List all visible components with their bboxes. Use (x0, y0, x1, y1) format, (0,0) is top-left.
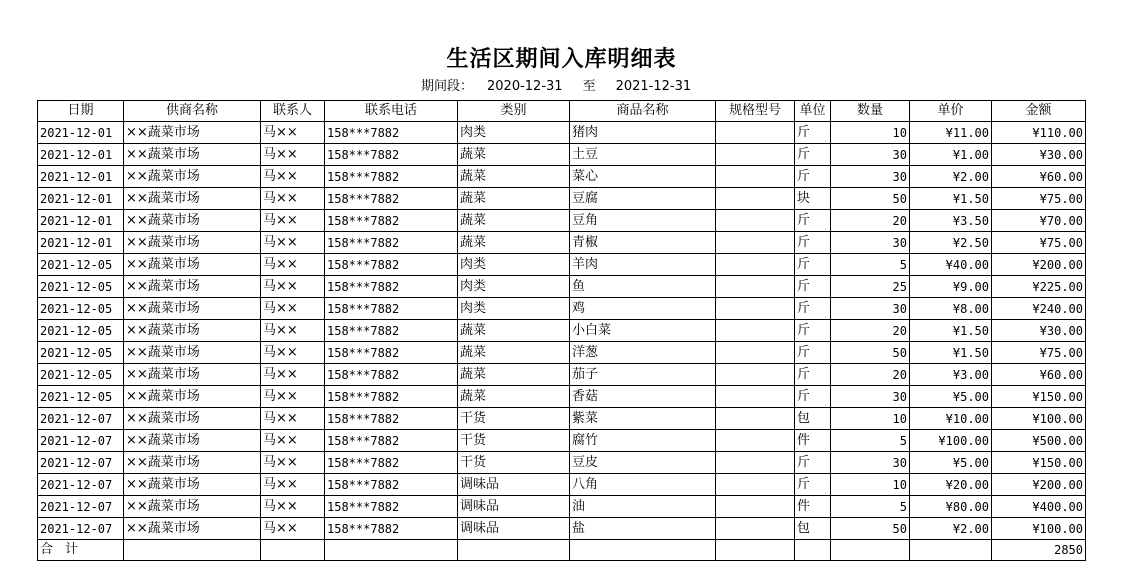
cell-spec (716, 166, 795, 188)
cell-unit-price: ¥5.00 (910, 452, 992, 474)
cell-contact: 马×× (261, 364, 325, 386)
cell-phone: 158***7882 (325, 298, 458, 320)
cell-product: 豆皮 (570, 452, 716, 474)
cell-product: 紫菜 (570, 408, 716, 430)
cell-amount: ¥200.00 (992, 254, 1086, 276)
cell-amount: ¥500.00 (992, 430, 1086, 452)
cell-supplier: ××蔬菜市场 (124, 496, 261, 518)
cell-unit: 包 (795, 518, 831, 540)
cell-supplier: ××蔬菜市场 (124, 364, 261, 386)
cell-amount: ¥200.00 (992, 474, 1086, 496)
cell-product: 羊肉 (570, 254, 716, 276)
cell-date: 2021-12-01 (38, 188, 124, 210)
cell-unit-price: ¥2.50 (910, 232, 992, 254)
cell-quantity: 25 (831, 276, 910, 298)
cell-product: 菜心 (570, 166, 716, 188)
cell-date: 2021-12-05 (38, 386, 124, 408)
cell-unit-price: ¥1.50 (910, 188, 992, 210)
cell-unit-price: ¥2.00 (910, 518, 992, 540)
cell-quantity: 30 (831, 452, 910, 474)
total-cell-empty (325, 540, 458, 561)
cell-contact: 马×× (261, 122, 325, 144)
cell-spec (716, 320, 795, 342)
cell-quantity: 5 (831, 496, 910, 518)
cell-amount: ¥30.00 (992, 320, 1086, 342)
cell-supplier: ××蔬菜市场 (124, 408, 261, 430)
cell-date: 2021-12-01 (38, 232, 124, 254)
cell-unit-price: ¥3.50 (910, 210, 992, 232)
period-range (421, 75, 691, 94)
cell-unit: 斤 (795, 210, 831, 232)
cell-supplier: ××蔬菜市场 (124, 474, 261, 496)
cell-phone: 158***7882 (325, 232, 458, 254)
cell-phone: 158***7882 (325, 474, 458, 496)
cell-contact: 马×× (261, 232, 325, 254)
cell-amount: ¥400.00 (992, 496, 1086, 518)
table-row (38, 232, 1086, 254)
col-header-quantity: 数量 (831, 101, 910, 122)
cell-category: 肉类 (458, 298, 570, 320)
cell-unit: 斤 (795, 342, 831, 364)
cell-amount: ¥75.00 (992, 188, 1086, 210)
cell-product: 腐竹 (570, 430, 716, 452)
cell-date: 2021-12-05 (38, 342, 124, 364)
cell-category: 调味品 (458, 474, 570, 496)
cell-product: 小白菜 (570, 320, 716, 342)
cell-amount: ¥75.00 (992, 342, 1086, 364)
cell-unit-price: ¥20.00 (910, 474, 992, 496)
cell-unit-price: ¥1.50 (910, 342, 992, 364)
cell-quantity: 30 (831, 144, 910, 166)
cell-product: 豆腐 (570, 188, 716, 210)
table-row (38, 452, 1086, 474)
cell-spec (716, 496, 795, 518)
cell-contact: 马×× (261, 342, 325, 364)
cell-unit-price: ¥100.00 (910, 430, 992, 452)
cell-category: 肉类 (458, 276, 570, 298)
col-header-supplier: 供商名称 (124, 101, 261, 122)
cell-quantity: 10 (831, 122, 910, 144)
cell-unit-price: ¥2.00 (910, 166, 992, 188)
cell-product: 鸡 (570, 298, 716, 320)
cell-supplier: ××蔬菜市场 (124, 210, 261, 232)
cell-supplier: ××蔬菜市场 (124, 254, 261, 276)
table-row (38, 496, 1086, 518)
total-cell-empty (716, 540, 795, 561)
cell-date: 2021-12-05 (38, 320, 124, 342)
period-start: 2020-12-31 (487, 79, 563, 94)
cell-unit: 斤 (795, 166, 831, 188)
cell-contact: 马×× (261, 430, 325, 452)
total-cell-empty (261, 540, 325, 561)
col-header-spec: 规格型号 (716, 101, 795, 122)
cell-unit: 斤 (795, 386, 831, 408)
cell-phone: 158***7882 (325, 386, 458, 408)
table-row (38, 342, 1086, 364)
cell-unit: 斤 (795, 254, 831, 276)
cell-category: 调味品 (458, 496, 570, 518)
cell-supplier: ××蔬菜市场 (124, 122, 261, 144)
total-row (38, 540, 1086, 561)
cell-product: 香菇 (570, 386, 716, 408)
cell-category: 蔬菜 (458, 386, 570, 408)
cell-contact: 马×× (261, 386, 325, 408)
cell-amount: ¥225.00 (992, 276, 1086, 298)
report-title: 生活区期间入库明细表 (446, 47, 677, 72)
cell-unit-price: ¥1.00 (910, 144, 992, 166)
cell-spec (716, 408, 795, 430)
cell-unit: 块 (795, 188, 831, 210)
cell-contact: 马×× (261, 408, 325, 430)
table-row (38, 364, 1086, 386)
cell-spec (716, 518, 795, 540)
cell-category: 蔬菜 (458, 320, 570, 342)
cell-phone: 158***7882 (325, 452, 458, 474)
cell-product: 土豆 (570, 144, 716, 166)
cell-amount: ¥60.00 (992, 166, 1086, 188)
cell-spec (716, 298, 795, 320)
cell-date: 2021-12-05 (38, 298, 124, 320)
cell-contact: 马×× (261, 298, 325, 320)
cell-category: 干货 (458, 408, 570, 430)
total-amount: 2850 (992, 540, 1086, 561)
cell-spec (716, 276, 795, 298)
cell-contact: 马×× (261, 496, 325, 518)
cell-supplier: ××蔬菜市场 (124, 276, 261, 298)
cell-category: 蔬菜 (458, 188, 570, 210)
cell-amount: ¥150.00 (992, 386, 1086, 408)
table-row (38, 254, 1086, 276)
table-row (38, 188, 1086, 210)
cell-unit-price: ¥80.00 (910, 496, 992, 518)
cell-supplier: ××蔬菜市场 (124, 386, 261, 408)
cell-unit: 斤 (795, 364, 831, 386)
cell-product: 茄子 (570, 364, 716, 386)
total-cell-empty (124, 540, 261, 561)
cell-date: 2021-12-05 (38, 364, 124, 386)
cell-unit-price: ¥40.00 (910, 254, 992, 276)
table-row (38, 430, 1086, 452)
cell-amount: ¥70.00 (992, 210, 1086, 232)
cell-unit-price: ¥8.00 (910, 298, 992, 320)
cell-category: 蔬菜 (458, 232, 570, 254)
cell-supplier: ××蔬菜市场 (124, 232, 261, 254)
cell-quantity: 30 (831, 298, 910, 320)
cell-unit: 斤 (795, 122, 831, 144)
col-header-product: 商品名称 (570, 101, 716, 122)
total-cell-empty (570, 540, 716, 561)
col-header-contact: 联系人 (261, 101, 325, 122)
cell-quantity: 10 (831, 474, 910, 496)
cell-unit-price: ¥3.00 (910, 364, 992, 386)
cell-product: 猪肉 (570, 122, 716, 144)
col-header-amount: 金额 (992, 101, 1086, 122)
cell-date: 2021-12-07 (38, 408, 124, 430)
cell-quantity: 5 (831, 430, 910, 452)
cell-unit: 斤 (795, 320, 831, 342)
cell-unit-price: ¥9.00 (910, 276, 992, 298)
cell-phone: 158***7882 (325, 210, 458, 232)
cell-category: 蔬菜 (458, 342, 570, 364)
cell-product: 豆角 (570, 210, 716, 232)
cell-contact: 马×× (261, 144, 325, 166)
cell-product: 青椒 (570, 232, 716, 254)
cell-contact: 马×× (261, 210, 325, 232)
cell-unit: 斤 (795, 298, 831, 320)
cell-category: 蔬菜 (458, 364, 570, 386)
cell-spec (716, 386, 795, 408)
cell-phone: 158***7882 (325, 122, 458, 144)
cell-phone: 158***7882 (325, 320, 458, 342)
cell-unit: 包 (795, 408, 831, 430)
table-body (38, 122, 1086, 540)
cell-phone: 158***7882 (325, 408, 458, 430)
cell-amount: ¥30.00 (992, 144, 1086, 166)
table-row (38, 166, 1086, 188)
cell-quantity: 30 (831, 386, 910, 408)
cell-amount: ¥100.00 (992, 408, 1086, 430)
cell-date: 2021-12-07 (38, 474, 124, 496)
cell-category: 干货 (458, 430, 570, 452)
cell-amount: ¥150.00 (992, 452, 1086, 474)
cell-date: 2021-12-05 (38, 254, 124, 276)
cell-quantity: 5 (831, 254, 910, 276)
col-header-date: 日期 (38, 101, 124, 122)
cell-date: 2021-12-07 (38, 496, 124, 518)
cell-product: 八角 (570, 474, 716, 496)
cell-quantity: 20 (831, 320, 910, 342)
total-cell-empty (795, 540, 831, 561)
cell-unit: 斤 (795, 276, 831, 298)
col-header-unit-price: 单价 (910, 101, 992, 122)
cell-contact: 马×× (261, 474, 325, 496)
period-label: 期间段： (421, 79, 474, 94)
cell-category: 干货 (458, 452, 570, 474)
cell-date: 2021-12-07 (38, 452, 124, 474)
cell-supplier: ××蔬菜市场 (124, 430, 261, 452)
table-row (38, 386, 1086, 408)
cell-contact: 马×× (261, 166, 325, 188)
cell-phone: 158***7882 (325, 430, 458, 452)
table-row (38, 298, 1086, 320)
cell-category: 蔬菜 (458, 166, 570, 188)
cell-supplier: ××蔬菜市场 (124, 452, 261, 474)
cell-phone: 158***7882 (325, 342, 458, 364)
cell-spec (716, 144, 795, 166)
cell-spec (716, 188, 795, 210)
cell-phone: 158***7882 (325, 276, 458, 298)
cell-amount: ¥60.00 (992, 364, 1086, 386)
cell-phone: 158***7882 (325, 496, 458, 518)
cell-supplier: ××蔬菜市场 (124, 188, 261, 210)
table-row (38, 276, 1086, 298)
cell-quantity: 10 (831, 408, 910, 430)
cell-contact: 马×× (261, 188, 325, 210)
total-cell-empty (458, 540, 570, 561)
table-row (38, 518, 1086, 540)
period-separator: 至 (582, 79, 596, 94)
cell-amount: ¥240.00 (992, 298, 1086, 320)
cell-spec (716, 122, 795, 144)
cell-date: 2021-12-01 (38, 122, 124, 144)
cell-product: 油 (570, 496, 716, 518)
cell-spec (716, 430, 795, 452)
cell-contact: 马×× (261, 254, 325, 276)
cell-spec (716, 452, 795, 474)
col-header-unit: 单位 (795, 101, 831, 122)
cell-quantity: 20 (831, 364, 910, 386)
table-row (38, 210, 1086, 232)
table-row (38, 122, 1086, 144)
cell-date: 2021-12-05 (38, 276, 124, 298)
cell-contact: 马×× (261, 452, 325, 474)
inventory-detail-table (37, 100, 1086, 561)
cell-date: 2021-12-07 (38, 430, 124, 452)
cell-supplier: ××蔬菜市场 (124, 320, 261, 342)
cell-amount: ¥75.00 (992, 232, 1086, 254)
table-row (38, 474, 1086, 496)
cell-spec (716, 364, 795, 386)
cell-supplier: ××蔬菜市场 (124, 342, 261, 364)
cell-date: 2021-12-01 (38, 166, 124, 188)
cell-quantity: 30 (831, 166, 910, 188)
total-cell-empty (910, 540, 992, 561)
period-end: 2021-12-31 (615, 79, 692, 94)
cell-unit-price: ¥5.00 (910, 386, 992, 408)
cell-product: 盐 (570, 518, 716, 540)
cell-quantity: 30 (831, 232, 910, 254)
cell-unit: 件 (795, 430, 831, 452)
cell-supplier: ××蔬菜市场 (124, 518, 261, 540)
table-row (38, 320, 1086, 342)
cell-spec (716, 474, 795, 496)
cell-unit-price: ¥10.00 (910, 408, 992, 430)
cell-unit-price: ¥11.00 (910, 122, 992, 144)
cell-unit: 斤 (795, 474, 831, 496)
cell-amount: ¥110.00 (992, 122, 1086, 144)
cell-category: 肉类 (458, 122, 570, 144)
cell-category: 蔬菜 (458, 144, 570, 166)
cell-category: 蔬菜 (458, 210, 570, 232)
cell-date: 2021-12-01 (38, 144, 124, 166)
cell-spec (716, 254, 795, 276)
cell-contact: 马×× (261, 518, 325, 540)
table-row (38, 408, 1086, 430)
cell-unit: 斤 (795, 232, 831, 254)
total-cell-empty (831, 540, 910, 561)
table-header-row (38, 101, 1086, 122)
cell-date: 2021-12-01 (38, 210, 124, 232)
cell-date: 2021-12-07 (38, 518, 124, 540)
cell-spec (716, 342, 795, 364)
cell-quantity: 50 (831, 518, 910, 540)
cell-product: 鱼 (570, 276, 716, 298)
cell-phone: 158***7882 (325, 144, 458, 166)
cell-supplier: ××蔬菜市场 (124, 144, 261, 166)
cell-phone: 158***7882 (325, 518, 458, 540)
cell-quantity: 50 (831, 342, 910, 364)
cell-quantity: 20 (831, 210, 910, 232)
col-header-phone: 联系电话 (325, 101, 458, 122)
table-row (38, 144, 1086, 166)
cell-amount: ¥100.00 (992, 518, 1086, 540)
cell-quantity: 50 (831, 188, 910, 210)
cell-contact: 马×× (261, 320, 325, 342)
cell-supplier: ××蔬菜市场 (124, 166, 261, 188)
cell-unit: 件 (795, 496, 831, 518)
cell-unit: 斤 (795, 144, 831, 166)
cell-supplier: ××蔬菜市场 (124, 298, 261, 320)
cell-contact: 马×× (261, 276, 325, 298)
cell-spec (716, 232, 795, 254)
cell-category: 调味品 (458, 518, 570, 540)
cell-category: 肉类 (458, 254, 570, 276)
cell-spec (716, 210, 795, 232)
cell-phone: 158***7882 (325, 188, 458, 210)
cell-phone: 158***7882 (325, 166, 458, 188)
cell-phone: 158***7882 (325, 254, 458, 276)
total-label: 合计 (38, 540, 124, 561)
cell-product: 洋葱 (570, 342, 716, 364)
col-header-category: 类别 (458, 101, 570, 122)
cell-phone: 158***7882 (325, 364, 458, 386)
cell-unit: 斤 (795, 452, 831, 474)
cell-unit-price: ¥1.50 (910, 320, 992, 342)
